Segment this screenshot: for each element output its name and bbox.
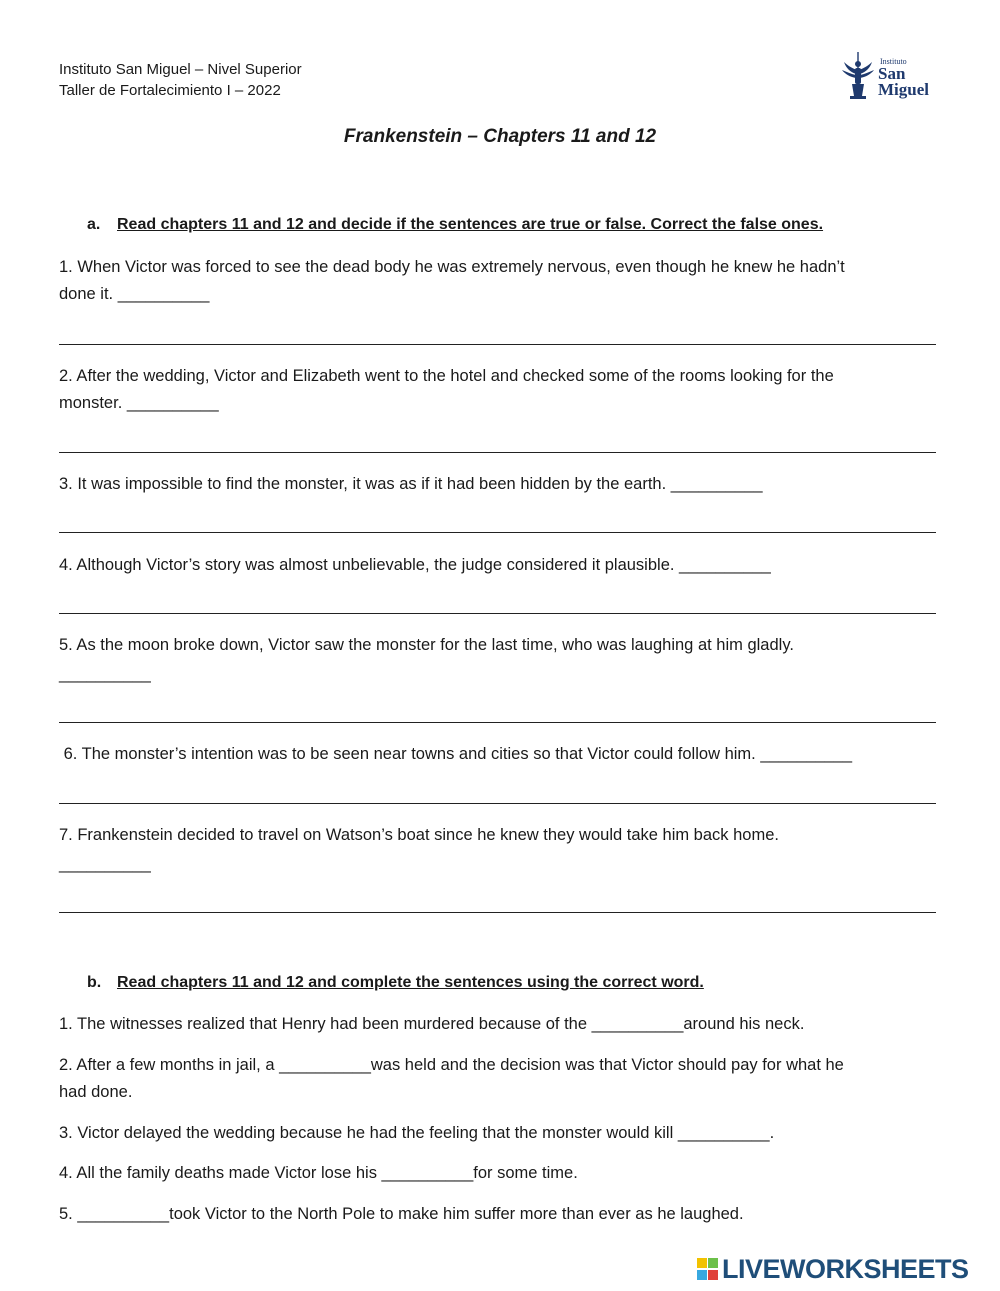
worksheet-title: Frankenstein – Chapters 11 and 12	[343, 126, 657, 147]
question-a1-line2[interactable]: done it. __________	[59, 285, 210, 303]
answer-line-a2[interactable]	[59, 452, 936, 453]
logo-text-san: San	[878, 64, 906, 83]
section-a-heading-text: Read chapters 11 and 12 and decide if the sentences are true or false. Correct the false ones.	[117, 216, 824, 233]
school-logo	[838, 50, 938, 102]
question-b4[interactable]: 4. All the family deaths made Victor lose his __________for some time.	[59, 1164, 578, 1182]
section-a-marker: a.	[87, 216, 101, 233]
institute-name: Instituto San Miguel – Nivel Superior	[59, 61, 302, 78]
question-b2-line1[interactable]: 2. After a few months in jail, a __________was held and the decision was that Victor should pay for what he	[59, 1056, 844, 1074]
question-b5[interactable]: 5. __________took Victor to the North Pole to make him suffer more than ever as he laughed.	[59, 1205, 744, 1223]
question-a5-line2[interactable]: __________	[59, 665, 151, 683]
answer-line-a4[interactable]	[59, 613, 936, 614]
question-a5-line1: 5. As the moon broke down, Victor saw the monster for the last time, who was laughing at him gladly.	[59, 636, 794, 654]
section-b-heading-text: Read chapters 11 and 12 and complete the sentences using the correct word.	[117, 974, 704, 991]
logo-text-miguel: Miguel	[878, 80, 929, 99]
section-b-marker: b.	[87, 974, 102, 991]
question-b3[interactable]: 3. Victor delayed the wedding because he had the feeling that the monster would kill __________.	[59, 1124, 775, 1142]
question-a3-line1[interactable]: 3. It was impossible to find the monster, it was as if it had been hidden by the earth. __________	[59, 475, 763, 493]
question-a7-line1: 7. Frankenstein decided to travel on Watson’s boat since he knew they would take him back home.	[59, 826, 779, 844]
question-a6-line1[interactable]: 6. The monster’s intention was to be seen near towns and cities so that Victor could follow him. __________	[59, 745, 853, 763]
section-b-heading	[117, 974, 704, 992]
course-name: Taller de Fortalecimiento I – 2022	[59, 82, 281, 99]
liveworksheets-logo	[697, 1254, 995, 1286]
logo-small-text: Instituto	[880, 57, 907, 66]
answer-line-a7[interactable]	[59, 912, 936, 913]
answer-line-a5[interactable]	[59, 722, 936, 723]
question-b1[interactable]: 1. The witnesses realized that Henry had been murdered because of the __________around his neck.	[59, 1015, 805, 1033]
section-a-heading	[117, 216, 823, 234]
answer-line-a3[interactable]	[59, 532, 936, 533]
question-a2-line2[interactable]: monster. __________	[59, 394, 219, 412]
answer-line-a1[interactable]	[59, 344, 936, 345]
question-b2-line2: had done.	[59, 1083, 133, 1101]
question-a7-line2[interactable]: __________	[59, 855, 151, 873]
question-a1-line1: 1. When Victor was forced to see the dead body he was extremely nervous, even though he knew he hadn’t	[59, 258, 845, 276]
question-a4-line1[interactable]: 4. Although Victor’s story was almost unbelievable, the judge considered it plausible. __________	[59, 556, 771, 574]
liveworksheets-brand: LIVEWORKSHEETS	[722, 1254, 969, 1284]
liveworksheets-blocks-icon	[697, 1258, 719, 1282]
answer-line-a6[interactable]	[59, 803, 936, 804]
question-a2-line1: 2. After the wedding, Victor and Elizabeth went to the hotel and checked some of the rooms looking for the	[59, 367, 834, 385]
